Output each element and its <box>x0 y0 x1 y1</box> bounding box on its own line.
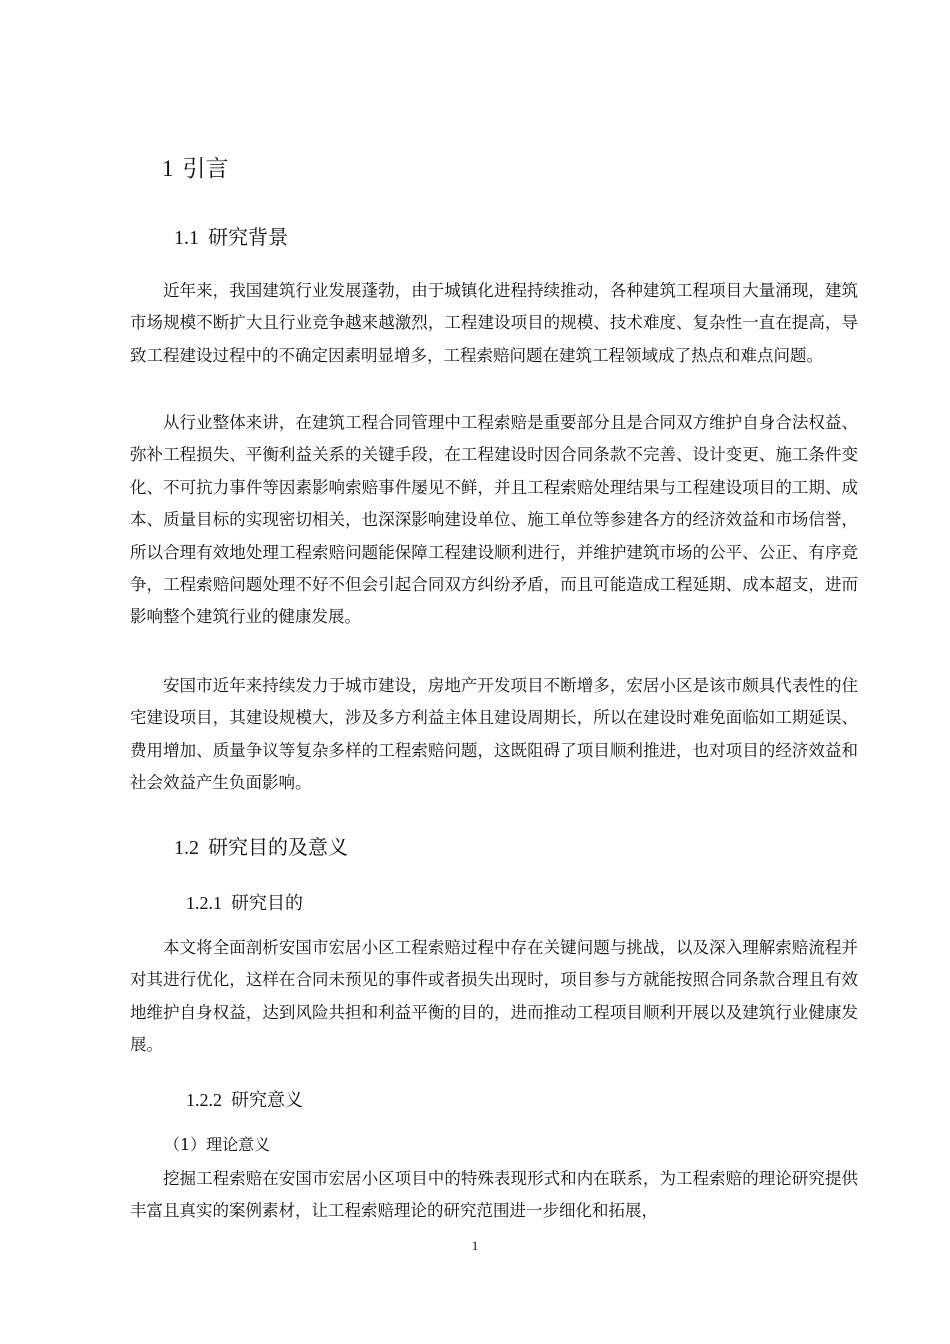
section-number: 1.2 <box>174 837 199 859</box>
theory-significance-label: （1）理论意义 <box>164 1135 271 1154</box>
chapter-title: 引言 <box>182 156 229 182</box>
subsection-number: 1.2.2 <box>186 1090 222 1110</box>
chapter-heading <box>162 152 229 186</box>
section-number: 1.1 <box>174 227 199 249</box>
paragraph: 挖掘工程索赔在安国市宏居小区项目中的特殊表现形式和内在联系，为工程索赔的理论研究提供丰富且真实的案例素材，让工程索赔理论的研究范围进一步细化和拓展， <box>130 1169 858 1221</box>
paragraph: 近年来，我国建筑行业发展蓬勃，由于城镇化进程持续推动，各种建筑工程项目大量涌现，建筑市场规模不断扩大且行业竞争越来越激烈，工程建设项目的规模、技术难度、复杂性一直在提高，导致工程建设过程中的不确定因素明显增多，工程索赔问题在建筑工程领域成了热点和难点问题。 <box>130 281 858 365</box>
paragraph: 从行业整体来讲，在建筑工程合同管理中工程索赔是重要部分且是合同双方维护自身合法权益、弥补工程损失、平衡利益关系的关键手段，在工程建设时因合同条款不完善、设计变更、施工条件变化、不可抗力事件等因素影响索赔事件屡见不鲜，并且工程索赔处理结果与工程建设项目的工期、成本、质量目标的实现密切相关，也深深影响建设单位、施工单位等参建各方的经济效益和市场信誉，所以合理有效地处理工程索赔问题能保障工程建设顺利进行，并维护建筑市场的公平、公正、有序竞争，工程索赔问题处理不好不但会引起合同双方纠纷矛盾，而且可能造成工程延期、成本超支，进而影响整个建筑行业的健康发展。 <box>130 413 858 627</box>
section-heading-1-1 <box>174 222 288 253</box>
subsection-heading-1-2-2 <box>186 1086 303 1115</box>
subsection-title: 研究意义 <box>231 1090 303 1111</box>
page-number: 1 <box>471 1238 479 1253</box>
paragraph: 本文将全面剖析安国市宏居小区工程索赔过程中存在关键问题与挑战，以及深入理解索赔流程并对其进行优化，这样在合同未预见的事件或者损失出现时，项目参与方就能按照合同条款合理且有效地维护自身权益，达到风险共担和利益平衡的目的，进而推动工程项目顺利开展以及建筑行业健康发展。 <box>130 938 858 1055</box>
section-title: 研究目的及意义 <box>208 835 348 859</box>
paragraph: 安国市近年来持续发力于城市建设，房地产开发项目不断增多，宏居小区是该市颇具代表性的住宅建设项目，其建设规模大，涉及多方利益主体且建设周期长，所以在建设时难免面临如工期延误、费用增加、质量争议等复杂多样的工程索赔问题，这既阻碍了项目顺利推进，也对项目的经济效益和社会效益产生负面影响。 <box>130 676 858 793</box>
chapter-number: 1 <box>162 156 174 181</box>
section-title: 研究背景 <box>208 225 288 249</box>
subsection-heading-1-2-1 <box>186 889 303 918</box>
subsection-number: 1.2.1 <box>186 893 222 913</box>
subsection-title: 研究目的 <box>231 893 303 914</box>
section-heading-1-2 <box>174 832 348 863</box>
